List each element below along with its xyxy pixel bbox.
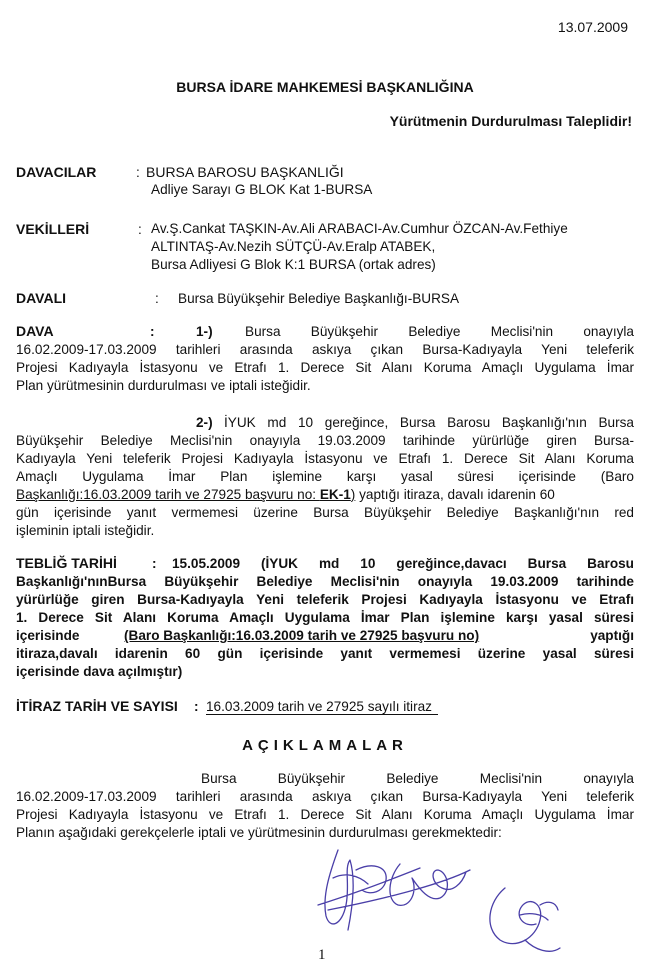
dava-item-1-line: 16.02.2009-17.03.2009 tarihleri arasında askıya çıkan Bursa-Kadıyayla Yeni teleferik	[16, 342, 634, 357]
dava-item-2-line: gün içerisinde yanıt vermemesi üzerine Bursa Büyükşehir Belediye Başkanlığı'nın red	[16, 505, 634, 520]
vekilleri-colon: :	[138, 222, 142, 237]
signature-secondary	[490, 888, 560, 951]
itiraz-label: İTİRAZ TARİH VE SAYISI	[16, 698, 178, 714]
davacilar-label: DAVACILAR	[16, 164, 97, 180]
signature-main	[318, 850, 470, 930]
teblig-line: 1. Derece Sit Alanı Koruma Amaçlı Uygulama İmar Plan işlemine karşı yasal süresi	[16, 610, 634, 625]
ek-1-label: EK-1	[319, 487, 351, 502]
dava-item-2-line: Kadıyayla Yeni teleferik Projesi Kadıyayla İstasyonu ve Etrafı 1. Derece Sit Alanı Koruma	[16, 451, 634, 466]
dava-item-2-line: Amaçlı Uygulama İmar Plan işlemine karşı yasal süresi içerisinde (Baro	[16, 469, 634, 484]
dava-item-2-line: işleminin iptali isteğidir.	[16, 523, 155, 538]
request-note: Yürütmenin Durdurulması Taleplidir!	[389, 113, 632, 129]
document-date: 13.07.2009	[557, 19, 628, 35]
teblig-label: TEBLİĞ TARİHİ	[16, 555, 117, 571]
dava-colon: :	[150, 324, 155, 339]
teblig-line-5-start: içerisinde	[16, 628, 80, 643]
dava-item-2-number: 2-)	[196, 415, 213, 430]
davacilar-name: BURSA BAROSU BAŞKANLIĞI	[146, 164, 344, 180]
teblig-reference: (Baro Başkanlığı:16.03.2009 tarih ve 27925 başvuru no)	[124, 628, 480, 643]
davali-colon: :	[155, 291, 159, 306]
vekilleri-line-2: ALTINTAŞ-Av.Nezih SÜTÇÜ-Av.Eralp ATABEK,	[151, 239, 436, 254]
dava-item-2-line: Büyükşehir Belediye Meclisi'nin onayıyla 19.03.2009 tarihinde yürürlüğe giren Bursa-	[16, 433, 634, 448]
aciklamalar-line: 16.02.2009-17.03.2009 tarihleri arasında askıya çıkan Bursa-Kadıyayla Yeni teleferik	[16, 789, 634, 804]
teblig-line-5-end: yaptığı	[590, 628, 634, 643]
teblig-line: yürürlüğe giren Bursa-Kadıyayla Yeni teleferik Projesi Kadıyayla İstasyonu ve Etrafı	[16, 592, 634, 607]
teblig-colon: :	[152, 556, 157, 571]
itiraz-value: 16.03.2009 tarih ve 27925 sayılı itiraz	[206, 699, 438, 715]
page-number: 1	[318, 947, 326, 963]
reference-line-rest: yaptığı itiraza, davalı idarenin 60	[355, 487, 555, 502]
teblig-first-line: 15.05.2009 (İYUK md 10 gereğince,davacı Bursa Barosu	[172, 556, 634, 571]
davacilar-colon: :	[136, 165, 140, 180]
vekilleri-label: VEKİLLERİ	[16, 221, 90, 237]
teblig-line: Başkanlığı'nınBursa Büyükşehir Belediye Meclisi'nin onayıyla 19.03.2009 tarihinde	[16, 574, 634, 589]
dava-item-1-line: Plan yürütmesinin durdurulması ve iptali isteğidir.	[16, 378, 311, 393]
davacilar-address: Adliye Sarayı G BLOK Kat 1-BURSA	[151, 182, 373, 197]
dava-item-1-line: Projesi Kadıyayla İstasyonu ve Etrafı 1. Derece Sit Alanı Koruma Amaçlı Uygulama İmar	[16, 360, 634, 375]
davali-label: DAVALI	[16, 290, 67, 306]
vekilleri-line-1: Av.Ş.Cankat TAŞKIN-Av.Ali ARABACI-Av.Cumhur ÖZCAN-Av.Fethiye	[151, 221, 568, 236]
dava-item-1-first-line: Bursa Büyükşehir Belediye Meclisi'nin onayıyla	[245, 324, 634, 339]
aciklamalar-heading: AÇIKLAMALAR	[242, 737, 408, 754]
teblig-line: itiraza,davalı idarenin 60 gün içerisinde yanıt vermemesi üzerine yasal süresi	[16, 646, 634, 661]
dava-item-1-number: 1-)	[196, 324, 213, 339]
aciklamalar-line: Planın aşağıdaki gerekçelerle iptali ve yürütmesinin durdurulması gerekmektedir:	[16, 825, 502, 840]
davali-text: Bursa Büyükşehir Belediye Başkanlığı-BURSA	[178, 291, 460, 306]
vekilleri-line-3: Bursa Adliyesi G Blok K:1 BURSA (ortak adres)	[151, 257, 436, 272]
itiraz-colon: :	[194, 699, 199, 714]
aciklamalar-first-line: Bursa Büyükşehir Belediye Meclisi'nin onayıyla	[201, 771, 634, 786]
reference-text: Başkanlığı:16.03.2009 tarih ve 27925 başvuru no:	[16, 487, 320, 502]
dava-label: DAVA	[16, 323, 54, 339]
addressee-heading: BURSA İDARE MAHKEMESİ BAŞKANLIĞINA	[176, 79, 474, 95]
reference-close: )	[350, 487, 356, 502]
dava-item-2-first-line: İYUK md 10 gereğince, Bursa Barosu Başkanlığı'nın Bursa	[224, 415, 634, 430]
teblig-line: içerisinde dava açılmıştır)	[16, 664, 183, 679]
aciklamalar-line: Projesi Kadıyayla İstasyonu ve Etrafı 1. Derece Sit Alanı Koruma Amaçlı Uygulama İmar	[16, 807, 634, 822]
